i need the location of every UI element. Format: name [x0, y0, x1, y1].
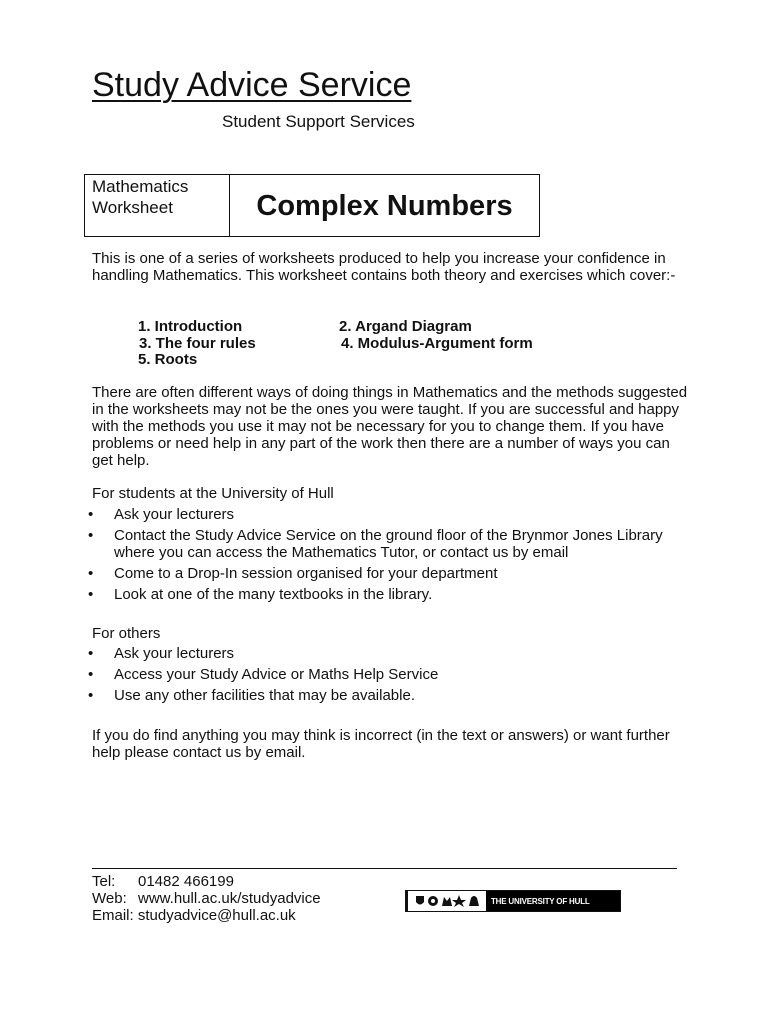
list-item-text: Use any other facilities that may be available. — [114, 687, 415, 704]
methods-paragraph: There are often different ways of doing things in Mathematics and the methods suggested in the worksheets may not be the ones you were taught. If you are successful and happy with the methods you use it may not be necessary for you to change them. If you have problems or need help in any part of the work then there are a number of ways you can get help. — [92, 384, 688, 469]
page-subtitle: Student Support Services — [222, 112, 415, 131]
list-item — [88, 687, 688, 704]
web-link[interactable]: www.hull.ac.uk/studyadvice — [138, 890, 321, 907]
university-name: THE UNIVERSITY OF HULL — [486, 891, 620, 911]
bullet-icon: • — [88, 687, 94, 704]
bullet-icon: • — [88, 666, 94, 683]
topic-item-5: 5. Roots — [138, 351, 198, 368]
web-label: Web: — [92, 890, 127, 907]
intro-paragraph: This is one of a series of worksheets produced to help you increase your confidence in handling Mathematics. This worksheet contains both theory and exercises which cover:- — [92, 250, 676, 284]
topic-item-1: 1. Introduction — [138, 318, 243, 335]
topic-item-3: 3. The four rules — [139, 335, 256, 352]
closing-paragraph: If you do find anything you may think is incorrect (in the text or answers) or want further help please contact us by email. — [92, 727, 670, 761]
list-item-text: Access your Study Advice or Maths Help Service — [114, 666, 439, 683]
list-item-text: Ask your lecturers — [114, 506, 235, 523]
bullet-icon: • — [88, 645, 94, 662]
list-item — [88, 565, 688, 582]
others-list — [88, 645, 688, 708]
email-label: Email: — [92, 907, 134, 924]
list-item-text: Contact the Study Advice Service on the ground floor of the Brynmor Jones Library where you can access the Mathematics Tutor, or contact us by email — [114, 527, 663, 561]
list-item — [88, 506, 688, 523]
email-link[interactable]: studyadvice@hull.ac.uk — [137, 907, 296, 924]
contact-tel — [92, 873, 234, 890]
contact-email — [92, 907, 296, 924]
tel-value: 01482 466199 — [138, 873, 234, 890]
list-item-text: Come to a Drop-In session organised for your department — [114, 565, 498, 582]
worksheet-label-line1: Mathematics — [92, 177, 189, 196]
list-item-text: Ask your lecturers — [114, 645, 235, 662]
topic-item-4: 4. Modulus-Argument form — [341, 335, 533, 352]
topic-item-2: 2. Argand Diagram — [339, 318, 472, 335]
worksheet-label — [85, 175, 230, 236]
bullet-icon: • — [88, 586, 94, 603]
bullet-icon: • — [88, 506, 94, 523]
crests-icon — [406, 891, 486, 911]
list-item-text: Look at one of the many textbooks in the library. — [114, 586, 433, 603]
worksheet-topic: Complex Numbers — [256, 190, 513, 222]
university-logo — [405, 890, 621, 912]
bullet-icon: • — [88, 565, 94, 582]
tel-label: Tel: — [92, 873, 116, 890]
hull-students-list — [88, 506, 688, 607]
footer-divider — [92, 868, 677, 869]
list-item — [88, 645, 688, 662]
worksheet-label-line2: Worksheet — [92, 198, 173, 217]
list-item — [88, 666, 688, 683]
contact-web — [92, 890, 321, 907]
hull-students-lead: For students at the University of Hull — [92, 485, 334, 502]
page-title: Study Advice Service — [92, 66, 412, 104]
bullet-icon: • — [88, 527, 94, 544]
worksheet-header-box — [84, 174, 540, 237]
heraldry-icon — [414, 894, 480, 908]
list-item — [88, 527, 688, 561]
others-lead: For others — [92, 625, 161, 642]
list-item — [88, 586, 688, 603]
